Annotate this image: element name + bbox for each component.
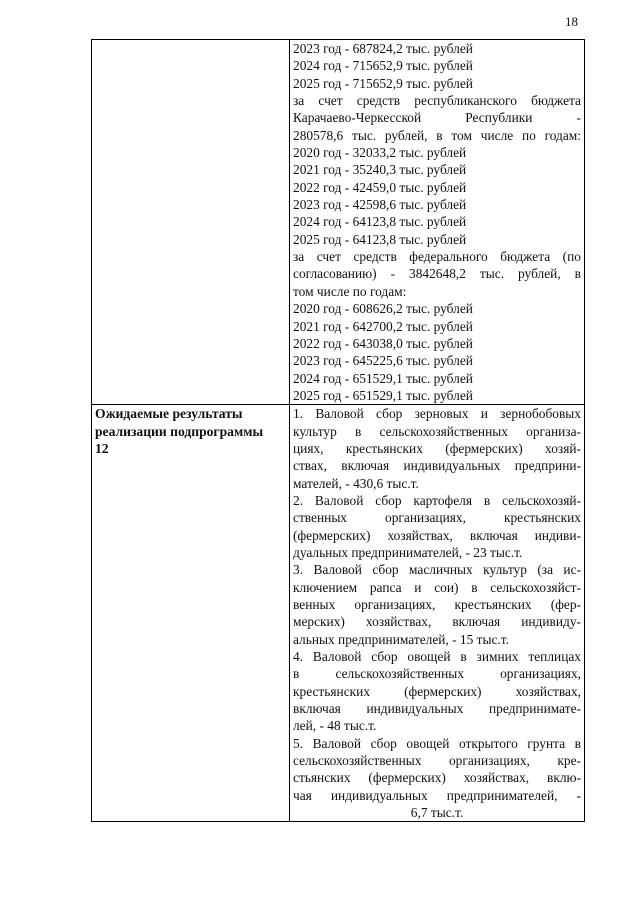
text-line: Карачаево-Черкесской Республики - bbox=[293, 110, 581, 126]
text-line: 2020 год - 608626,2 тыс. рублей bbox=[293, 301, 473, 317]
text-line: ственных организациях, крестьянских bbox=[293, 510, 581, 526]
text-line: дуальных предпринимателей, - 23 тыс.т. bbox=[293, 544, 523, 560]
row-label-line: реализации подпрограммы bbox=[95, 423, 264, 439]
text-line: 2023 год - 645225,6 тыс. рублей bbox=[293, 353, 473, 369]
text-line: том числе по годам: bbox=[293, 283, 407, 299]
text-line: 2020 год - 32033,2 тыс. рублей bbox=[293, 145, 467, 161]
text-line: 3. Валовой сбор масличных культур (за ис- bbox=[293, 562, 581, 578]
table-cell-funding bbox=[290, 40, 585, 405]
text-line: ствах, включая индивидуальных предприни- bbox=[293, 458, 581, 474]
text-line: альных предпринимателей, - 15 тыс.т. bbox=[293, 631, 509, 647]
text-line: мерских) хозяйствах, включая индивиду- bbox=[293, 614, 581, 630]
table-cell-label bbox=[92, 40, 290, 405]
table-row bbox=[92, 40, 585, 405]
page-number: 18 bbox=[565, 14, 578, 29]
text-line: циях, крестьянских (фермерских) хозяй- bbox=[293, 440, 581, 456]
text-line: 2021 год - 642700,2 тыс. рублей bbox=[293, 318, 473, 334]
text-line: чая индивидуальных предпринимателей, - bbox=[293, 787, 581, 803]
table-cell-label bbox=[92, 405, 290, 822]
table-row bbox=[92, 405, 585, 822]
text-line: лей, - 48 тыс.т. bbox=[293, 718, 377, 734]
text-line: в сельскохозяйственных организациях, bbox=[293, 666, 581, 682]
text-line: включая индивидуальных предпринимате- bbox=[293, 701, 581, 717]
text-line: 2024 год - 64123,8 тыс. рублей bbox=[293, 214, 467, 230]
text-line: ключением рапса и сои) в сельскохозяйст- bbox=[293, 579, 581, 595]
text-line: мателей, - 430,6 тыс.т. bbox=[293, 475, 419, 491]
table-cell-results bbox=[290, 405, 585, 822]
row-label-line: Ожидаемые результаты bbox=[95, 406, 243, 422]
text-line: 2023 год - 42598,6 тыс. рублей bbox=[293, 197, 467, 213]
text-line: согласованию) - 3842648,2 тыс. рублей, в bbox=[293, 266, 581, 282]
text-line: 2025 год - 651529,1 тыс. рублей bbox=[293, 387, 473, 403]
text-line: 2022 год - 42459,0 тыс. рублей bbox=[293, 179, 467, 195]
text-line: 2023 год - 687824,2 тыс. рублей bbox=[293, 41, 473, 56]
text-line: за счет средств федерального бюджета (по bbox=[293, 249, 581, 265]
text-line: 2025 год - 64123,8 тыс. рублей bbox=[293, 231, 467, 247]
text-line: крестьянских (фермерских) хозяйствах, bbox=[293, 683, 581, 699]
text-line: 2. Валовой сбор картофеля в сельскохозяй- bbox=[293, 492, 581, 508]
text-line: 1. Валовой сбор зерновых и зернобобовых bbox=[293, 406, 581, 422]
text-line: стьянских (фермерских) хозяйствах, вклю- bbox=[293, 770, 581, 786]
text-line: 2021 год - 35240,3 тыс. рублей bbox=[293, 162, 467, 178]
row-label-line: 12 bbox=[95, 441, 109, 457]
text-line: венных организациях, крестьянских (фер- bbox=[293, 597, 581, 612]
text-line: 2024 год - 715652,9 тыс. рублей bbox=[293, 58, 473, 74]
text-line: 2025 год - 715652,9 тыс. рублей bbox=[293, 75, 473, 91]
text-line: 280578,6 тыс. рублей, в том числе по годам: bbox=[293, 127, 581, 143]
text-line: (фермерских) хозяйствах, включая индиви- bbox=[293, 527, 581, 543]
text-line: 4. Валовой сбор овощей в зимних теплицах bbox=[293, 649, 581, 665]
text-line: сельскохозяйственных организациях, кре- bbox=[293, 753, 581, 769]
text-line: культур в сельскохозяйственных организа- bbox=[293, 423, 581, 439]
text-line: 2024 год - 651529,1 тыс. рублей bbox=[293, 370, 473, 386]
text-line: 5. Валовой сбор овощей открытого грунта в bbox=[293, 735, 581, 751]
text-line: 6,7 тыс.т. bbox=[410, 805, 464, 821]
text-line: 2022 год - 643038,0 тыс. рублей bbox=[293, 335, 473, 351]
subprogram-passport-table bbox=[91, 39, 585, 822]
text-line: за счет средств республиканского бюджета bbox=[293, 93, 581, 109]
